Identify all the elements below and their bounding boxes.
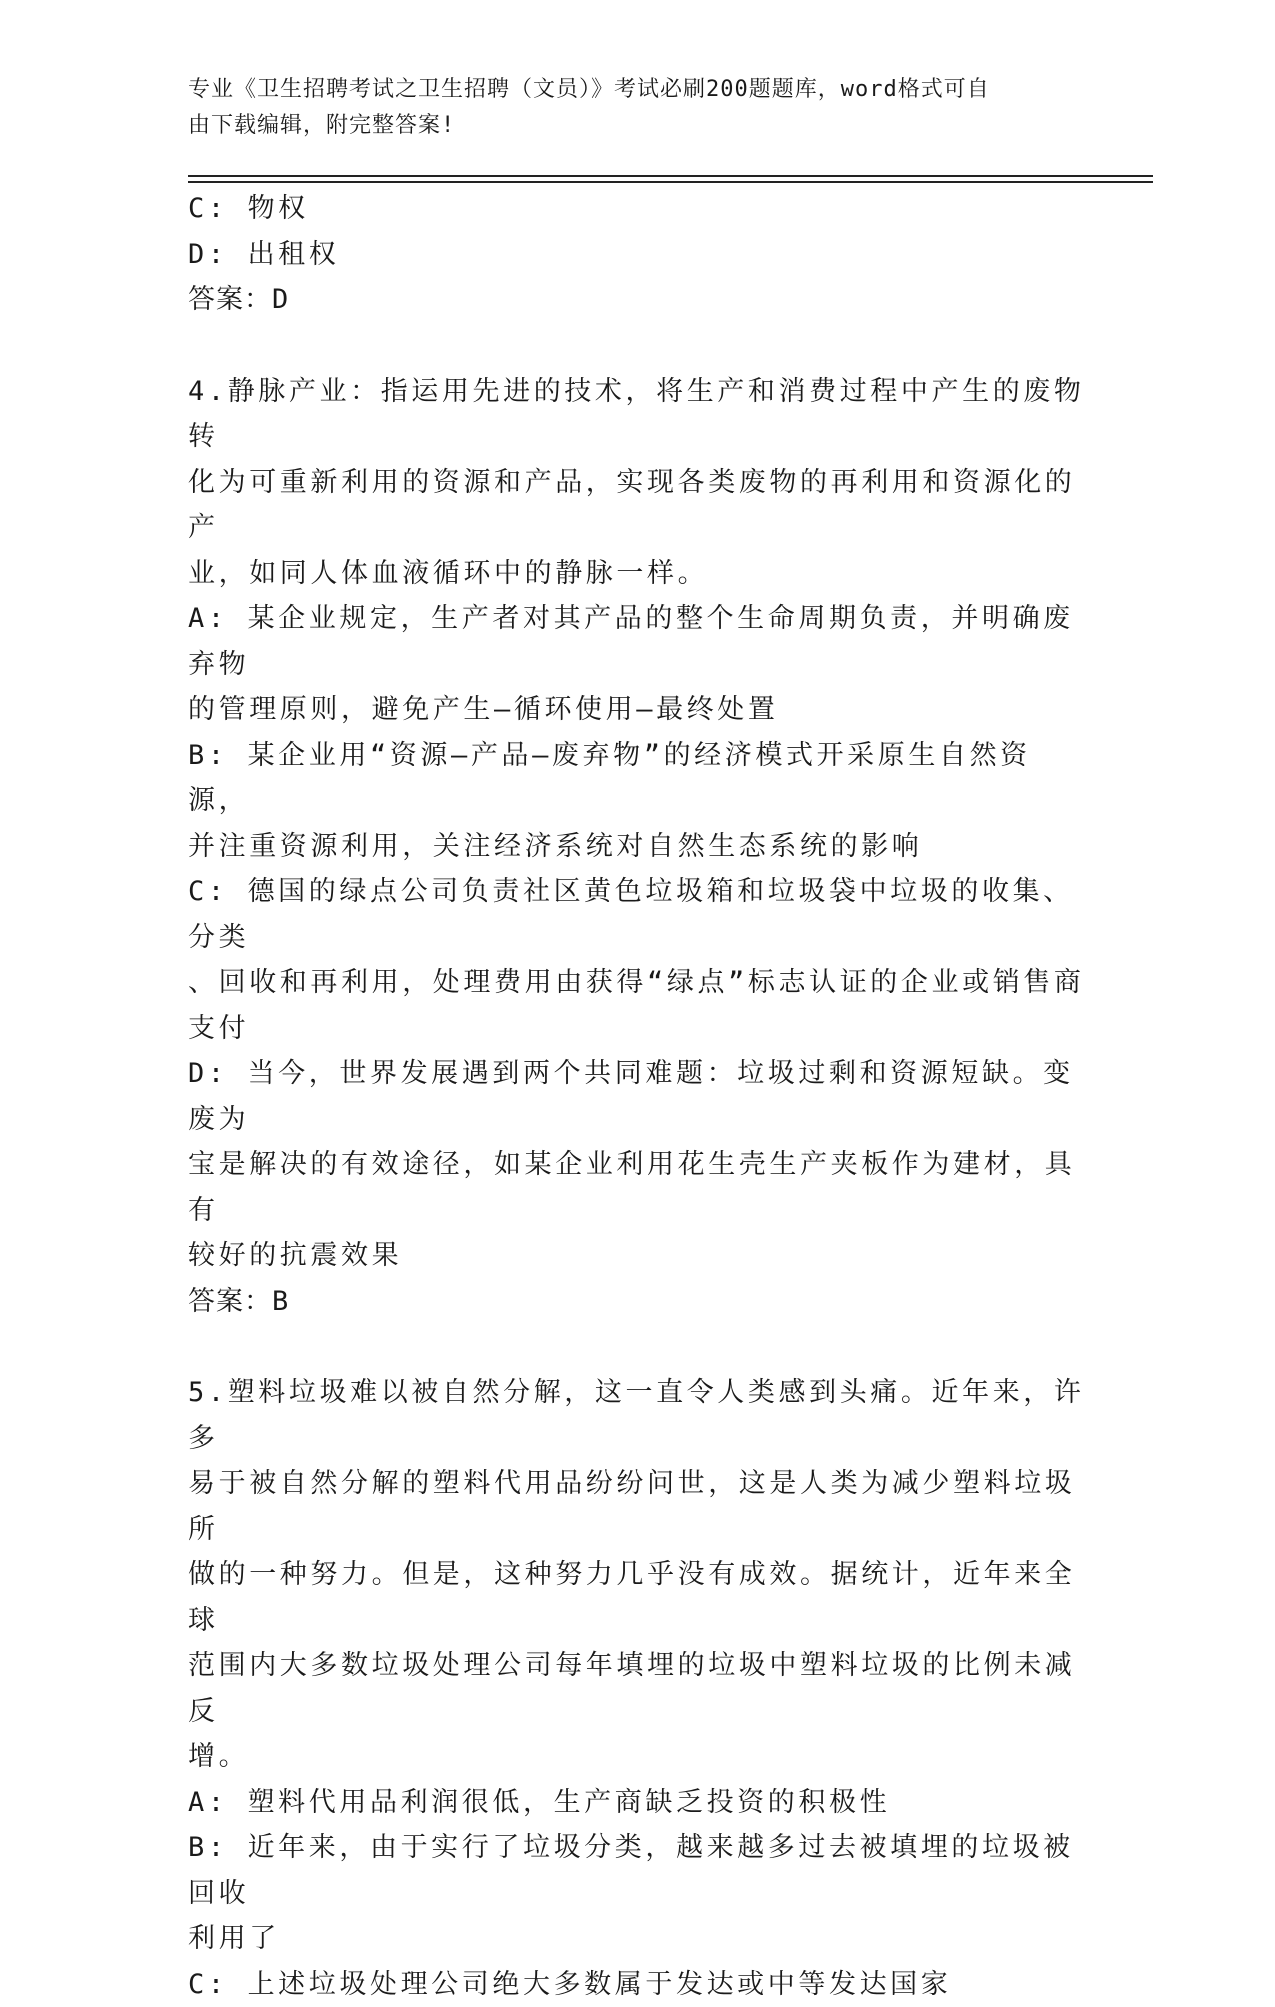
q5-option-b-line: 利用了 [188,1916,1088,1962]
q4-option-c-line: 、回收和再利用，处理费用由获得“绿点”标志认证的企业或销售商 [188,960,1088,1006]
q4-option-d-line: D: 当今，世界发展遇到两个共同难题：垃圾过剩和资源短缺。变废为 [188,1051,1088,1142]
q3-option-c: C: 物权 [188,186,1088,232]
q5-option-b-line: B: 近年来，由于实行了垃圾分类，越来越多过去被填埋的垃圾被回收 [188,1825,1088,1916]
q4-option-a-line: A: 某企业规定，生产者对其产品的整个生命周期负责，并明确废弃物 [188,596,1088,687]
q5-stem-line: 做的一种努力。但是，这种努力几乎没有成效。据统计，近年来全球 [188,1552,1088,1643]
q4-option-d-line: 宝是解决的有效途径，如某企业利用花生壳生产夹板作为建材，具有 [188,1142,1088,1233]
q4-option-c-line: C: 德国的绿点公司负责社区黄色垃圾箱和垃圾袋中垃圾的收集、分类 [188,869,1088,960]
q4-stem-line: 业，如同人体血液循环中的静脉一样。 [188,551,1088,597]
q4-stem-line: 化为可重新利用的资源和产品，实现各类废物的再利用和资源化的产 [188,460,1088,551]
q5-stem-line: 易于被自然分解的塑料代用品纷纷问世，这是人类为减少塑料垃圾所 [188,1461,1088,1552]
document-body [188,186,1088,2007]
q4-option-b-line: B: 某企业用“资源—产品—废弃物”的经济模式开采原生自然资源， [188,733,1088,824]
header-divider-top [188,175,1153,177]
q4-option-d-line: 较好的抗震效果 [188,1233,1088,1279]
header-line-1: 专业《卫生招聘考试之卫生招聘（文员）》考试必刷200题题库，word格式可自 [188,72,1068,108]
question-spacer [188,1324,1088,1370]
document-header [188,72,1068,144]
q5-stem-line: 增。 [188,1734,1088,1780]
q5-option-a-line: A: 塑料代用品利润很低，生产商缺乏投资的积极性 [188,1780,1088,1826]
q5-option-c-line: C: 上述垃圾处理公司绝大多数属于发达或中等发达国家 [188,1962,1088,2007]
question-5 [188,1370,1088,2007]
q4-option-b-line: 并注重资源利用，关注经济系统对自然生态系统的影响 [188,824,1088,870]
question-4 [188,369,1088,1325]
q4-answer: 答案：B [188,1279,1088,1325]
header-divider-bottom [188,181,1153,183]
q4-option-c-line: 支付 [188,1006,1088,1052]
q3-answer: 答案：D [188,277,1088,323]
question-spacer [188,323,1088,369]
q4-option-a-line: 的管理原则，避免产生—循环使用—最终处置 [188,687,1088,733]
q5-stem-line: 5.塑料垃圾难以被自然分解，这一直令人类感到头痛。近年来，许多 [188,1370,1088,1461]
q3-option-d: D: 出租权 [188,232,1088,278]
q5-stem-line: 范围内大多数垃圾处理公司每年填埋的垃圾中塑料垃圾的比例未减反 [188,1643,1088,1734]
q4-stem-line: 4.静脉产业：指运用先进的技术，将生产和消费过程中产生的废物转 [188,369,1088,460]
header-line-2: 由下载编辑，附完整答案! [188,108,1068,144]
